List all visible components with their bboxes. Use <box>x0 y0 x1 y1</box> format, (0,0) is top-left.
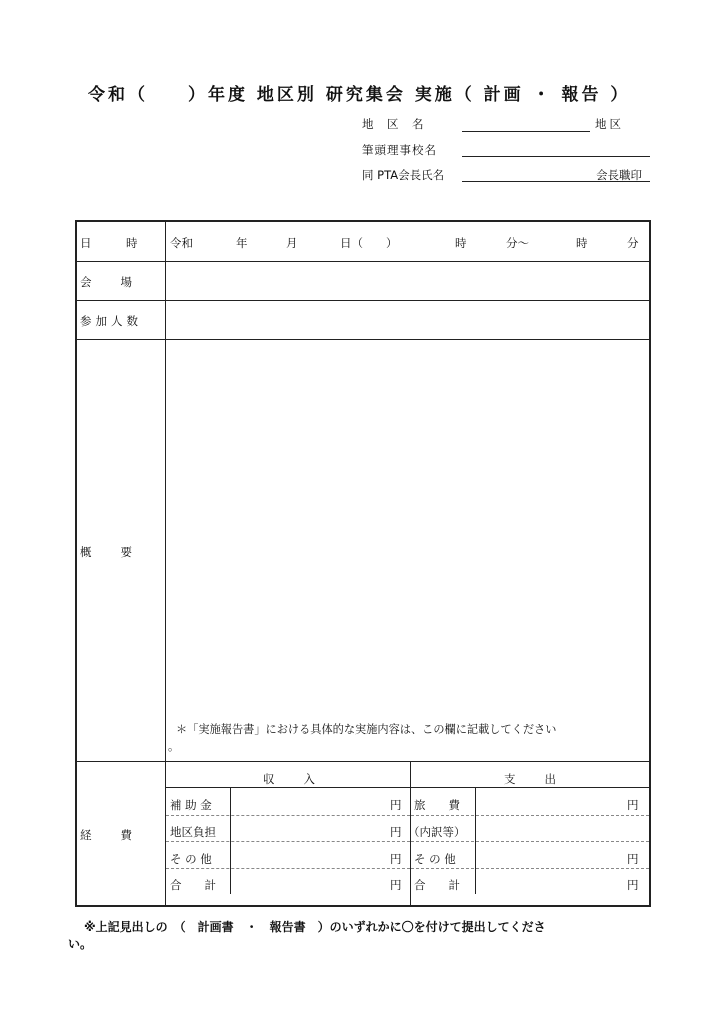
income-row-label: そ の 他 <box>170 852 212 866</box>
income-row-unit: 円 <box>390 878 402 892</box>
summary-note-continued: 。 <box>168 740 180 753</box>
row-divider <box>76 339 650 340</box>
income-row-divider <box>166 841 410 842</box>
pta-seal-label: 会長職印 <box>596 168 642 182</box>
income-header: 収 入 <box>263 772 317 786</box>
summary-field[interactable] <box>170 345 648 710</box>
summary-label: 概 要 <box>80 545 134 559</box>
pta-label: 同 PTA会長氏名 <box>362 168 445 182</box>
expense-row-unit: 円 <box>627 878 639 892</box>
datetime-hour-end: 時 <box>576 236 588 250</box>
income-row-label: 地区負担 <box>170 825 216 839</box>
income-row-unit: 円 <box>390 852 402 866</box>
school-input-line[interactable] <box>462 156 650 157</box>
datetime-hour-start: 時 <box>455 236 467 250</box>
venue-label: 会 場 <box>80 275 134 289</box>
expense-row-label: 合 計 <box>414 878 460 892</box>
expense-header-divider <box>166 787 650 788</box>
summary-note: ＊「実施報告書」における具体的な実施内容は、この欄に記載してください <box>176 723 557 736</box>
row-divider <box>76 261 650 262</box>
district-input-line[interactable] <box>462 131 590 132</box>
expense-row-label: そ の 他 <box>414 852 456 866</box>
income-row-label: 合 計 <box>170 878 216 892</box>
school-label: 筆頭理事校名 <box>362 143 437 157</box>
venue-field[interactable] <box>170 266 648 296</box>
income-row-divider <box>166 815 410 816</box>
expense-row-unit: 円 <box>627 798 639 812</box>
expense-breakdown-label: （内訳等） <box>408 825 466 839</box>
income-row-label: 補 助 金 <box>170 798 212 812</box>
income-row-divider <box>166 868 410 869</box>
datetime-year: 年 <box>236 236 248 250</box>
expense-row-divider <box>411 815 649 816</box>
datetime-month: 月 <box>286 236 298 250</box>
row-divider <box>76 761 650 762</box>
income-row-unit: 円 <box>390 798 402 812</box>
participants-label: 参加人数 <box>80 314 142 328</box>
participants-field[interactable] <box>170 305 648 335</box>
district-suffix: 地区 <box>595 117 624 131</box>
footer-note: ※上記見出しの （ 計画書 ・ 報告書 ）のいずれかに〇を付けて提出してくださ <box>84 920 546 934</box>
datetime-minute-end: 分 <box>627 236 639 250</box>
expense-row-divider <box>411 841 649 842</box>
datetime-era: 令和 <box>170 236 193 250</box>
datetime-label: 日 時 <box>80 236 138 250</box>
income-row-unit: 円 <box>390 825 402 839</box>
footer-note-continued: い。 <box>68 937 93 951</box>
datetime-day: 日（ ） <box>340 236 398 250</box>
expense-header: 支 出 <box>504 772 558 786</box>
row-divider <box>76 300 650 301</box>
district-label: 地 区 名 <box>362 117 425 131</box>
expense-row-label: 旅 費 <box>414 798 460 812</box>
expenses-label: 経 費 <box>80 828 134 842</box>
expense-row-divider <box>411 868 649 869</box>
expense-row-unit: 円 <box>627 852 639 866</box>
datetime-minute-tilde: 分～ <box>506 236 529 250</box>
label-column-divider <box>165 221 166 906</box>
document-title: 令和（ ）年度 地区別 研究集会 実施（ 計画 ・ 報告 ） <box>88 85 631 105</box>
